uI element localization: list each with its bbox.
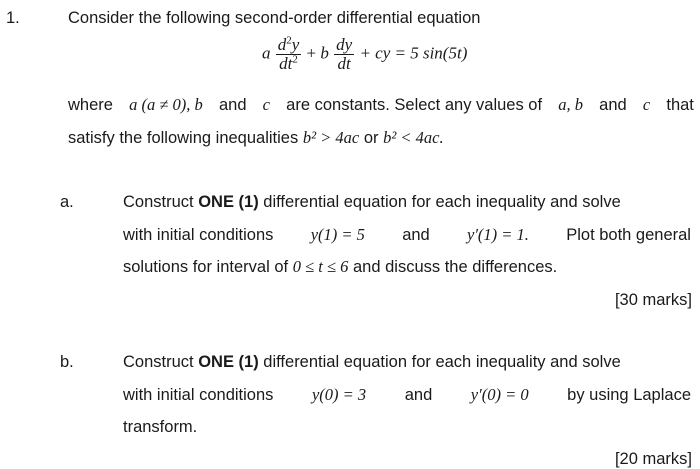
first-derivative-fraction: $\frac{dy}{dt}$ [336,35,353,73]
part-a-marks: [30 marks] [614,291,692,309]
part-a-line-2: with initial conditions y(1) = 5 and y′(1) = 1. Plot both general [123,225,691,244]
coef-b: b [320,43,329,63]
part-a-line-1: Construct ONE (1) differential equation for each inequality and solve [123,193,621,211]
part-b-line-3: transform. [123,418,198,436]
where-line-2: satisfy the following inequalities b² > 4ac or b² < 4ac. [68,128,444,147]
part-b-line-2: with initial conditions y(0) = 3 and y′(0) = 0 by using Laplace [123,385,691,404]
part-b-marks: [20 marks] [614,450,692,468]
part-b-line-1: Construct ONE (1) differential equation for each inequality and solve [123,353,621,371]
equation-rest: + cy = 5 sin(5t) [359,43,468,63]
part-a-line-3: solutions for interval of 0 ≤ t ≤ 6 and discuss the differences. [123,257,558,276]
question-number: 1. [6,9,20,27]
part-b-label: b. [60,353,74,371]
part-a-label: a. [60,193,74,211]
coef-a: a [262,43,271,63]
where-line-1: where a (a ≠ 0), b and c are constants. Select any values of a, b and c that [68,95,694,114]
question-intro: Consider the following second-order differential equation [68,9,481,27]
second-derivative-fraction: $\frac{d^2y}{dt^2}$ [277,34,300,73]
differential-equation: a $\frac{d^2y}{dt^2}$ + b $\frac{dy}{dt}$ + cy = 5 sin(5t) [262,34,468,73]
